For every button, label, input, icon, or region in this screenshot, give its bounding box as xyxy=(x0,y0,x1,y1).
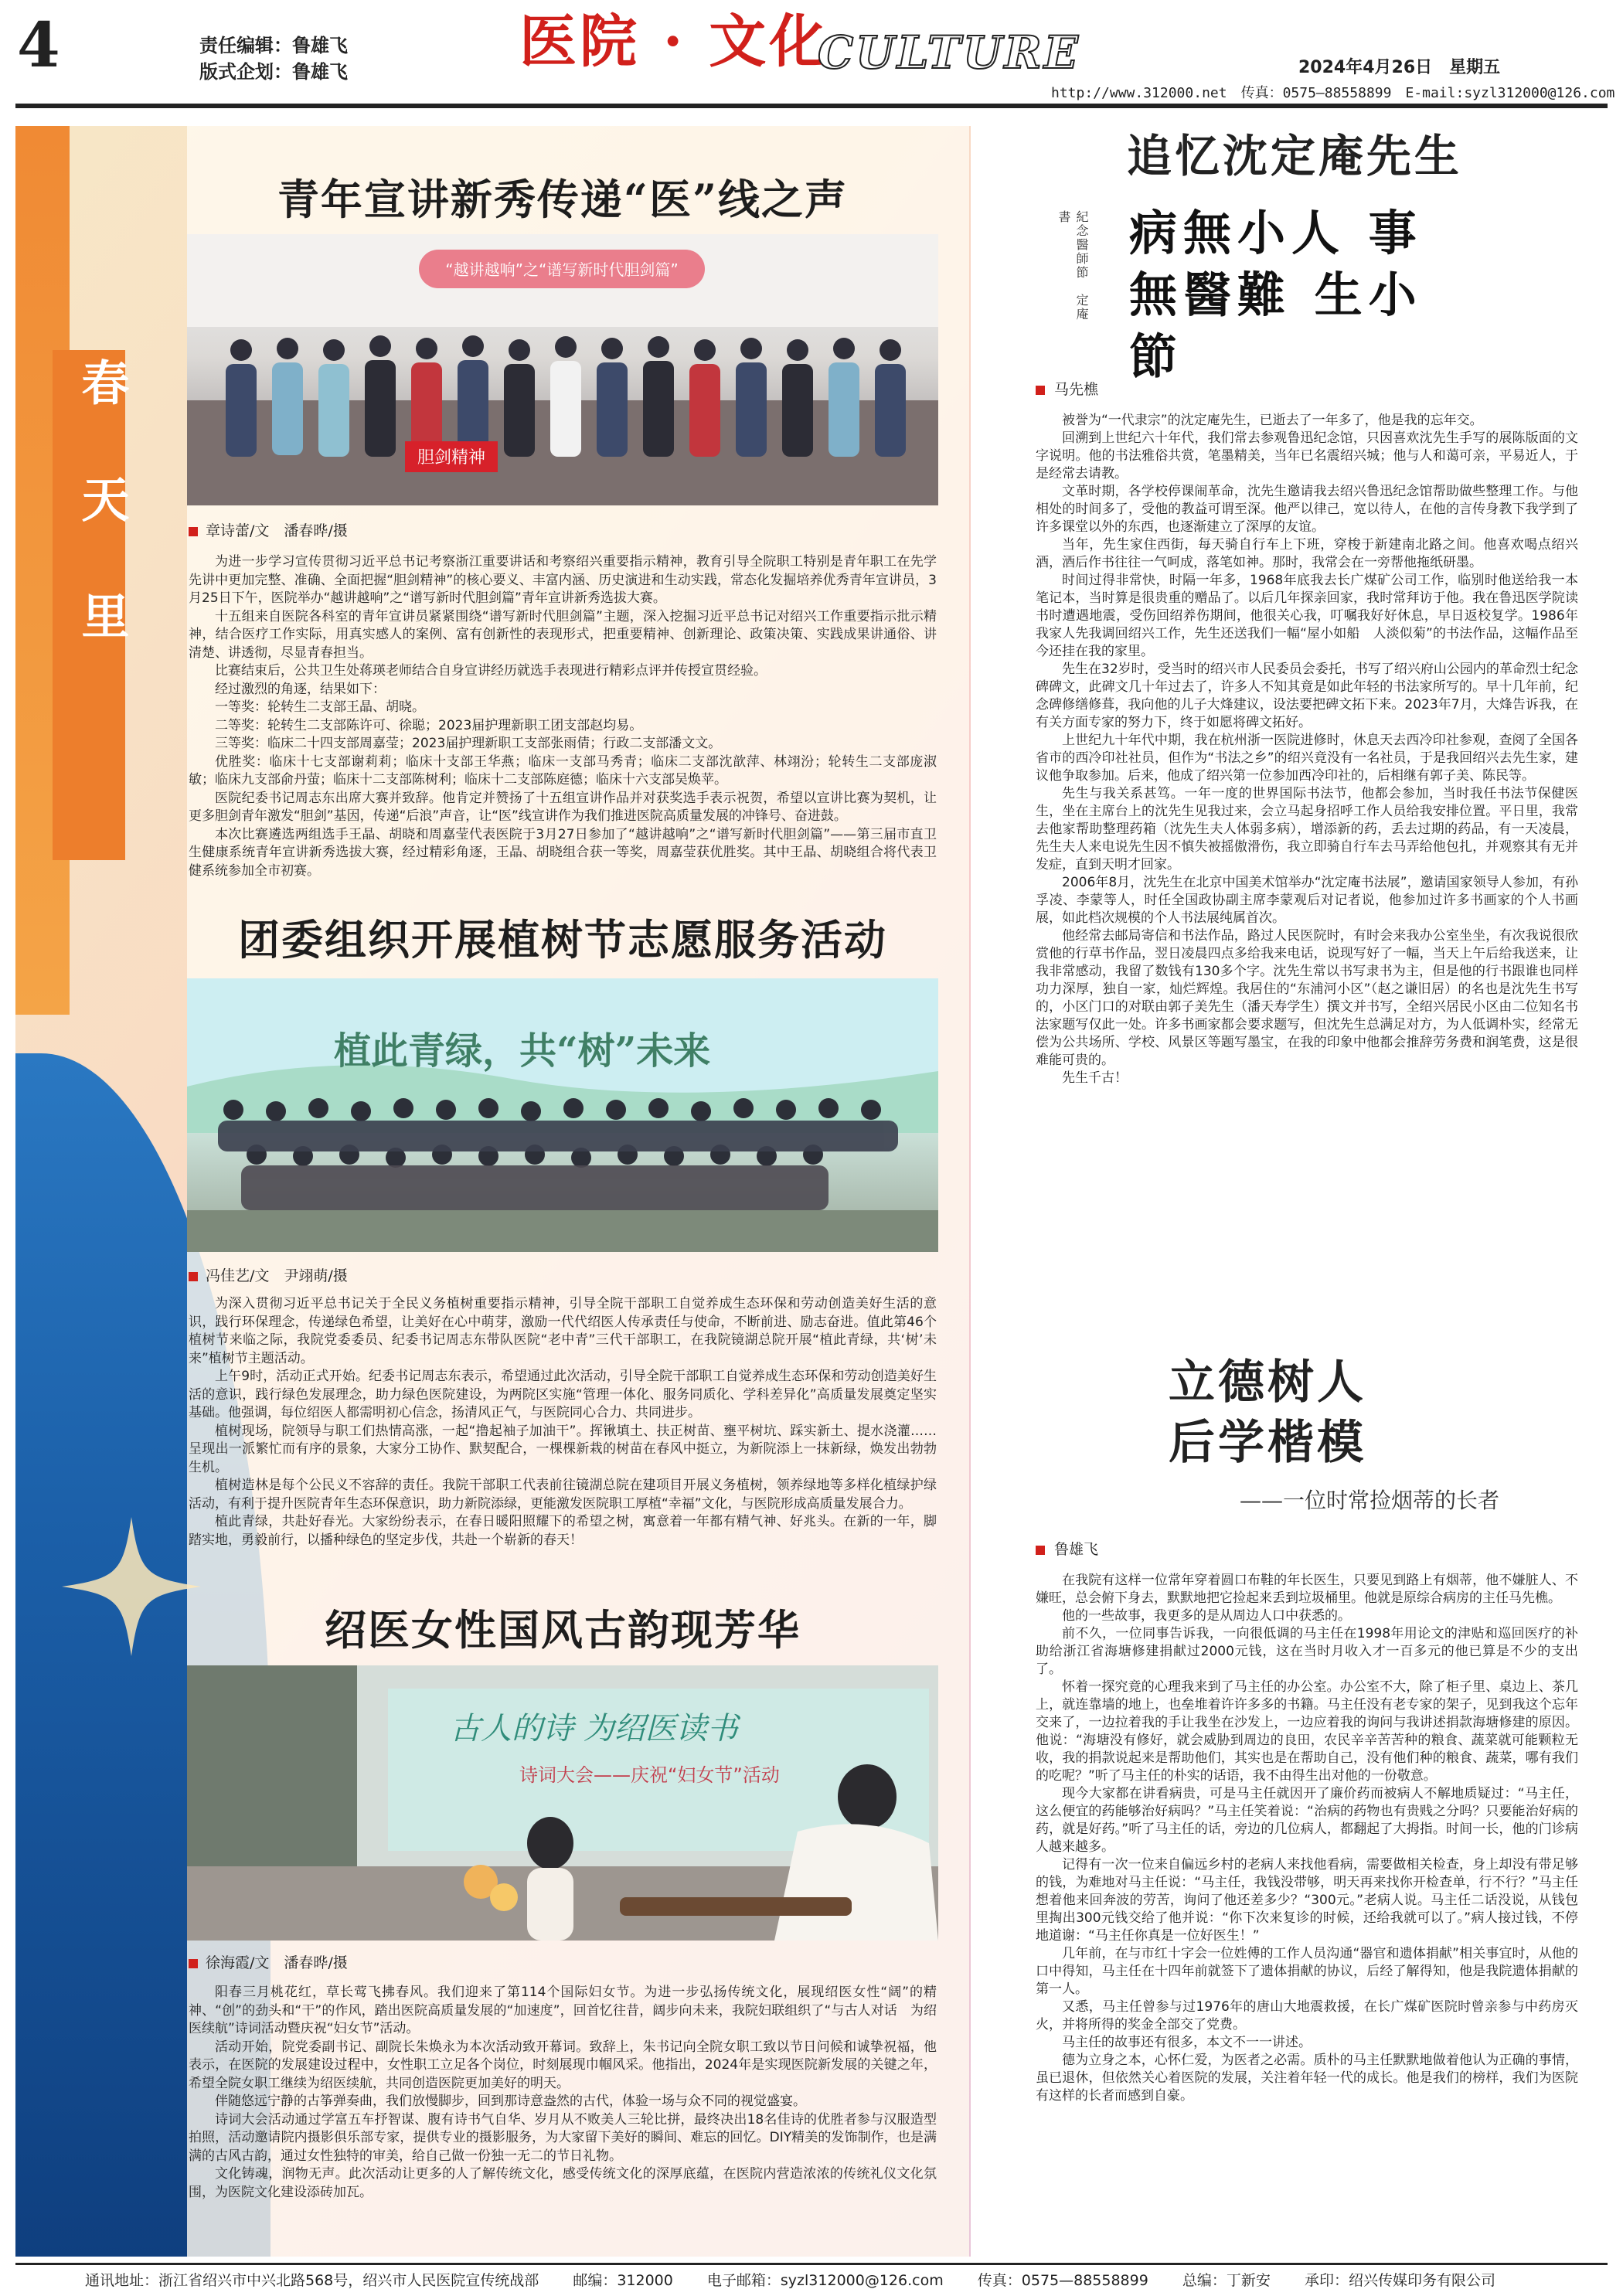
paragraph: 活动开始，院党委副书记、副院长朱焕永为本次活动致开幕词。致辞上，朱书记向全院女职工致以节日问候和诚挚祝福，他表示，在医院的发展建设过程中，女性职工立足各个岗位，时刻展现巾帼风采。他指出，2024年是实现医院新发展的关键之年，希望全院女职工继续为绍医续航，共同创造医院更加美好的明天。 xyxy=(189,2039,937,2091)
article3-body xyxy=(189,1984,937,2202)
right-article1-title: 追忆沈定庵先生 xyxy=(1126,130,1462,182)
paragraph: 先生在32岁时，受当时的绍兴市人民委员会委托，书写了绍兴府山公园内的革命烈士纪念碑碑文，此碑文几十年过去了，许多人不知其竟是如此年轻的书法家所写的。早十几年前，纪念碑修缮修葺，我向他的儿子大烽建议，设法要把碑文拓下来。2023年7月，大烽告诉我，在有关方面专家的努力下，终于如愿将碑文拓好。 xyxy=(1036,662,1578,730)
paragraph: 十五组来自医院各科室的青年宣讲员紧紧围绕“谱写新时代胆剑篇”主题，深入挖掘习近平总书记对绍兴工作重要指示批示精神，结合医疗工作实际，用真实感人的案例、富有创新性的表现形式，把重要精神、创新理论、政策决策、实践成果讲通俗、讲清楚、讲透彻，尽显青春担当。 xyxy=(189,608,937,661)
right-article2-title-line1: 立德树人 xyxy=(1169,1355,1366,1410)
article1-photo xyxy=(187,234,938,505)
section-title-english: CULTURE xyxy=(818,26,1080,79)
paragraph: 文革时期，各学校停课闹革命，沈先生邀请我去绍兴鲁迅纪念馆帮助做些整理工作。与他相处的时间多了，受他的教益可谓至深。他严以律己，宽以待人，在他的言传身教下我学到了许多课堂以外的东西，也逐渐建立了深厚的友谊。 xyxy=(1036,484,1578,535)
layout-planner: 版式企划：鲁雄飞 xyxy=(199,61,348,83)
footer-rule xyxy=(15,2263,1608,2265)
paragraph: 为进一步学习宣传贯彻习近平总书记考察浙江重要讲话和考察绍兴重要指示精神，教育引导全院职工特别是青年职工在先学先讲中更加完整、准确、全面把握“胆剑精神”的核心要义、丰富内涵、历史演进和生动实践，常态化发掘培养优秀青年宣讲员，3月25日下午，医院举办“越讲越响”之“谱写新时代胆剑篇”青年宣讲新秀选拔大赛。 xyxy=(189,554,937,606)
right-article2-author: 鲁雄飞 xyxy=(1054,1541,1099,1558)
vertical-label xyxy=(53,358,130,645)
paragraph: 植此青绿，共赴好春光。大家纷纷表示，在春日暖阳照耀下的希望之树，寓意着一年都有精气神、好兆头。在新的一年，脚踏实地，勇毅前行，以播种绿色的坚定步伐，共赴一个崭新的春天！ xyxy=(189,1514,937,1548)
right-article2-title xyxy=(1067,1352,1468,1473)
paragraph: 医院纪委书记周志东出席大赛并致辞。他肯定并赞扬了十五组宣讲作品并对获奖选手表示祝贺，希望以宣讲比赛为契机，让更多胆剑青年激发“胆剑”基因，传递“后浪”声音，让“医”线宣讲作为我们推进医院高质量发展的冲锋号、奋进鼓。 xyxy=(189,790,937,824)
byline-square-icon xyxy=(189,1959,198,1968)
paragraph: 为深入贯彻习近平总书记关于全民义务植树重要指示精神，引导全院干部职工自觉养成生态环保和劳动创造美好生活的意识，践行环保理念，传递绿色希望，让美好在心中萌芽，激励一代代绍医人传承责任与使命，不断前进、励志奋进。值此第46个植树节来临之际，我院党委委员、纪委书记周志东带队医院“老中青”三代干部职工，在我院镜湖总院开展“植此青绿，共‘树’未来”植树节主题活动。 xyxy=(189,1296,937,1366)
article3-title: 绍医女性国风古韵现芳华 xyxy=(325,1605,801,1655)
article3-byline xyxy=(189,1951,348,1972)
paragraph: 回溯到上世纪六十年代，我们常去参观鲁迅纪念馆，只因喜欢沈先生手写的展陈版面的文字说明。他的书法雅俗共赏，笔墨精美，当年已名震绍兴城；他与人和蔼可亲，平易近人，于是经常去请教。 xyxy=(1036,430,1578,481)
page-number: 4 xyxy=(17,9,60,81)
paragraph: 优胜奖：临床十七支部谢莉莉；临床十支部王华燕；临床一支部马秀青；临床二支部沈歆萍、林翊汾；轮转生二支部庞淑敏；临床九支部俞丹萤；临床十二支部陈树利；临床十二支部陈庭德；临床十六支部吴焕苹。 xyxy=(189,753,937,787)
article2-byline-text: 冯佳艺/文 尹翊萌/摄 xyxy=(206,1267,348,1284)
calligraphy-artwork xyxy=(1055,202,1457,385)
paragraph: 德为立身之本，心怀仁爱，为医者之必需。质朴的马主任默默地做着他认为正确的事情，虽已退休，但依然关心着医院的发展，关注着年轻一代的成长。他是我们的榜样，我们为医院有这样的长者而感到自豪。 xyxy=(1036,2053,1578,2104)
right-article2-title-line2: 后学楷模 xyxy=(1169,1416,1366,1470)
footer-email: 电子邮箱：syzl312000@126.com xyxy=(706,2272,944,2289)
editor-credits xyxy=(199,32,348,85)
paragraph: 现今大家都在讲看病贵，可是马主任就因开了廉价药而被病人不解地质疑过：“马主任，这么便宜的药能够治好病吗？”马主任笑着说：“治病的药物也有贵贱之分吗？只要能治好病的药，就是好药。”听了马主任的话，旁边的几位病人，都翻起了大拇指。时间一长，他的门诊病人越来越多。 xyxy=(1036,1786,1578,1855)
byline-square-icon xyxy=(1036,386,1045,395)
paragraph: 当年，先生家住西街，每天骑自行车上下班，穿梭于新建南北路之间。他喜欢喝点绍兴酒，酒后作书往往一气呵成，落笔如神。那时，我常会在一旁帮他拖纸研墨。 xyxy=(1036,537,1578,570)
paragraph: 被誉为“一代隶宗”的沈定庵先生，已逝去了一年多了，他是我的忘年交。 xyxy=(1062,413,1483,428)
header-rule xyxy=(15,104,1608,108)
paragraph: 比赛结束后，公共卫生处蒋瑛老师结合自身宣讲经历就选手表现进行精彩点评并传授宣贯经验。 xyxy=(215,663,767,679)
paragraph: 他经常去邮局寄信和书法作品，路过人民医院时，有时会来我办公室坐坐，有次我说很欣赏他的行草书作品，翌日凌晨四点多给我来电话，说现写好了一幅，当天上午后给我送来，让我非常感动，我留了数钱有130多个字。沈先生常以书写隶书为主，但是他的行书跟谁也同样功力深厚，独自一家，灿烂辉煌。我居住的“东浦河小区”（赵之谦旧居）的名也是沈先生书写的，小区门口的对联由郭子美先生（潘天寿学生）撰文并书写，全绍兴居民小区由二位知名书法家题写仅此一处。许多书画家都会要求题写，但沈先生总满足对方，为人低调朴实，经常无偿为公共场所、学校、风景区等题写墨宝，在我的印象中他都会推辞劳务费和润笔费，这是很难能可贵的。 xyxy=(1036,928,1578,1068)
article3-byline-text: 徐海霞/文 潘春晔/摄 xyxy=(206,1954,348,1971)
byline-square-icon xyxy=(189,527,198,536)
paragraph: 一等奖：轮转生二支部王晶、胡晓。 xyxy=(215,699,425,715)
right-article1-author: 马先樵 xyxy=(1054,381,1099,398)
byline-square-icon xyxy=(1036,1546,1045,1555)
footer-printer: 承印：绍兴传媒印务有限公司 xyxy=(1304,2272,1495,2289)
calligraphy-inscription: 紀念醫師節 定庵書 xyxy=(1056,210,1089,321)
footer-editor-in-chief: 总编：丁新安 xyxy=(1182,2272,1271,2289)
footer-postcode: 邮编：312000 xyxy=(573,2272,673,2289)
paragraph: 他的一些故事，我更多的是从周边人口中获悉的。 xyxy=(1062,1608,1351,1624)
tree-planting-photo-illustration xyxy=(187,978,938,1252)
right-article2-subtitle: ——一位时常捡烟蒂的长者 xyxy=(1239,1488,1499,1513)
paragraph: 先生与我关系甚笃。一年一度的世界国际书法节，他都会参加，当时我任书法节保健医生，坐在主席台上的沈先生见我过来，会立马起身招呼工作人员给我安排位置。平日里，我常去他家帮助整理药箱（沈先生夫人体弱多病），增添新的药，丢去过期的药品，有一天凌晨，先生夫人来电说先生因不慎失被摇傲滑伤，我立即骑自行车去马弄给他包扎，并观察其有无并发症，直到天明才回家。 xyxy=(1036,786,1578,872)
paragraph: 伴随悠远宁静的古筝弹奏曲，我们放慢脚步，回到那诗意盎然的古代，体验一场与众不同的视觉盛宴。 xyxy=(215,2094,806,2109)
paragraph: 2006年8月，沈先生在北京中国美术馆举办“沈定庵书法展”，邀请国家领导人参加，有孙孚凌、李蒙等人，时任全国政协副主席李蒙观后对记者说，他参加过许多书画家的个人书画展，如此档次规模的个人书法展纯属首次。 xyxy=(1036,875,1578,926)
paragraph: 三等奖：临床二十四支部周嘉莹；2023届护理新职工支部张雨倩；行政二支部潘文文。 xyxy=(215,736,722,751)
article1-byline xyxy=(189,519,348,540)
paragraph: 本次比赛遴选两组选手王晶、胡晓和周嘉莹代表医院于3月27日参加了“越讲越响”之“谱写新时代胆剑篇”——第三届市直卫生健康系统青年宣讲新秀选拔大赛，经过精彩角逐，王晶、胡晓组合获一等奖，周嘉莹获优胜奖。其中王晶、胡晓组合将代表卫健系统参加全市初赛。 xyxy=(189,826,937,879)
paragraph: 植树造林是每个公民义不容辞的责任。我院干部职工代表前往镜湖总院在建项目开展义务植树，领养绿地等多样化植绿护绿活动，有利于提升医院青年生态环保意识，助力新院添绿，更能激发医院职工厚植“幸福”文化，与医院形成高质量发展合力。 xyxy=(189,1478,937,1512)
guofeng-event-photo-illustration xyxy=(187,1665,938,1941)
paragraph: 经过激烈的角逐，结果如下： xyxy=(215,681,386,697)
header-contacts: http://www.312000.net 传真：0575—88558899 E-mail:syzl312000@126.com xyxy=(1051,85,1615,101)
right-article1-byline xyxy=(1036,378,1098,399)
vertical-label-text: 春 天 里 xyxy=(73,358,130,645)
paragraph: 马主任的故事还有很多，本文不一一讲述。 xyxy=(1062,2035,1312,2050)
article2-photo xyxy=(187,978,938,1252)
article2-title: 团委组织开展植树节志愿服务活动 xyxy=(238,915,887,964)
paragraph: 前不久，一位同事告诉我，一向很低调的马主任在1998年用论文的津贴和巡回医疗的补助给浙江省海塘修建捐献过2000元钱，这在当时月收入才一百多元的他已算是不少的支出了。 xyxy=(1036,1626,1578,1677)
article2-byline xyxy=(189,1264,348,1285)
photo-banner-text: 植此青绿，共“树”未来 xyxy=(334,1029,711,1073)
paragraph: 二等奖：轮转生二支部陈许可、徐聪；2023届护理新职工团支部赵均易。 xyxy=(215,717,643,733)
right-article1-body xyxy=(1036,412,1578,1087)
paragraph: 植树现场，院领导与职工们热情高涨，一起“撸起袖子加油干”。挥锹填土、扶正树苗、壅平树坑、踩实新土、提水浇灌……呈现出一派繁忙而有序的景象，大家分工协作、默契配合，一棵棵新栽的树苗在春风中挺立，为新院添上一抹新绿，焕发出勃勃生机。 xyxy=(189,1423,937,1475)
paragraph: 在我院有这样一位常年穿着圆口布鞋的年长医生，只要见到路上有烟蒂，他不嫌脏人、不嫌旺，总会俯下身去，默默地把它捡起来丢到垃圾桶里。他就是原综合病房的主任马先樵。 xyxy=(1036,1573,1578,1606)
section-title: 医院 · 文化 xyxy=(519,9,830,75)
paragraph: 先生千古！ xyxy=(1062,1070,1128,1086)
right-article2-byline xyxy=(1036,1538,1098,1559)
photo-banner-text: 古人的诗 为绍医读书 xyxy=(450,1711,738,1747)
paragraph: 几年前，在与市红十字会一位姓傅的工作人员沟通“器官和遗体捐献”相关事宜时，从他的口中得知，马主任在十四年前就签下了遗体捐献的协议，后经了解得知，他是我院遗体捐献的第一人。 xyxy=(1036,1946,1578,1997)
article2-body xyxy=(189,1295,937,1549)
photo-banner-subtext: 诗词大会——庆祝“妇女节”活动 xyxy=(519,1764,780,1786)
right-article2-body xyxy=(1036,1572,1578,2105)
issue-date: 2024年4月26日 星期五 xyxy=(1298,58,1501,77)
calligraphy-main-characters: 病無小人 事無醫難 生小節 xyxy=(1129,205,1423,385)
responsible-editor: 责任编辑：鲁雄飞 xyxy=(199,35,348,56)
article1-byline-text: 章诗蕾/文 潘春晔/摄 xyxy=(206,522,348,539)
paragraph: 怀着一探究竟的心理我来到了马主任的办公室。办公室不大，除了柜子里、桌边上、茶几上，就连靠墙的地上，也垒堆着许许多多的书籍。马主任没有老专家的架子，见到我这个忘年交来了，一边拉着我的手让我坐在沙发上，一边应着我的询问与我讲述捐款海塘修建的原因。他说：“海塘没有修好，就会威胁到周边的良田，农民辛辛苦苦种的粮食、蔬菜就可能颗粒无收，我的捐款说起来是帮助他们，其实也是在帮助自己，没有他们种的粮食、蔬菜，哪有我们的吃呢？”听了马主任的朴实的话语，我不由得生出对他的一份敬意。 xyxy=(1036,1679,1578,1784)
paragraph: 记得有一次一位来自偏远乡村的老病人来找他看病，需要做相关检查，身上却没有带足够的钱，为难地对马主任说：“马主任，我钱没带够，明天再来找你开检查单，行不行？”马主任想着他来回奔波的劳苦，询问了他还差多少？“300元。”老病人说。马主任二话没说，从钱包里掏出300元钱交给了他并说：“你下次来复诊的时候，还给我就可以了。”病人接过钱，不停地道谢：“马主任你真是一位好医生！” xyxy=(1036,1857,1578,1944)
paragraph: 文化铸魂，润物无声。此次活动让更多的人了解传统文化，感受传统文化的深厚底蕴，在医院内营造浓浓的传统礼仪文化氛围，为医院文化建设添砖加瓦。 xyxy=(189,2166,937,2200)
photo-banner-text: “越讲越响”之“谱写新时代胆剑篇” xyxy=(445,260,679,279)
group-photo-illustration xyxy=(187,234,938,505)
paragraph: 又悉，马主任曾参与过1976年的唐山大地震救援，在长广煤矿医院时曾亲参与中药房灭火，并将所得的奖金全部交了党费。 xyxy=(1036,1999,1578,2032)
paragraph: 上世纪九十年代中期，我在杭州浙一医院进修时，休息天去西冷印社参观，查阅了全国各省市的西冷印社社员，但作为“书法之乡”的绍兴竟没有一名社员，于是我回绍兴去先生家，建议他争取参加。后来，他成了绍兴第一位参加西冷印社的，后相继有郭子美、陈民等。 xyxy=(1036,733,1578,784)
byline-square-icon xyxy=(189,1272,198,1281)
footer-address: 通讯地址：浙江省绍兴市中兴北路568号，绍兴市人民医院宣传统战部 xyxy=(85,2272,539,2289)
footer-fax: 传真：0575—88558899 xyxy=(977,2272,1148,2289)
footer xyxy=(85,2269,1525,2290)
photo-sign-text: 胆剑精神 xyxy=(417,448,486,468)
article1-body xyxy=(189,553,937,880)
article1-title: 青年宣讲新秀传递“医”线之声 xyxy=(277,175,849,224)
paragraph: 上午9时，活动正式开始。纪委书记周志东表示，希望通过此次活动，引导全院干部职工自觉养成生态环保和劳动创造美好生活的意识，践行绿色发展理念，助力绿色医院建设，为两院区实施“管理一体化、服务同质化、学科差异化”高质量发展奠定坚实基础。他强调，每位绍医人都需明初心信念，扬清风正气，与医院同心合力、共同进步。 xyxy=(189,1369,937,1420)
paragraph: 阳春三月桃花红，草长莺飞拂春风。我们迎来了第114个国际妇女节。为进一步弘扬传统文化，展现绍医女性“阔”的精神、“创”的劲头和“干”的作风，踏出医院高质量发展的“加速度”，回首忆往昔，阔步向未来，我院妇联组织了“与古人对话 为绍医续航”诗词活动暨庆祝“妇女节”活动。 xyxy=(189,1985,937,2036)
paragraph: 时间过得非常快，时隔一年多，1968年底我去长广煤矿公司工作，临别时他送给我一本笔记本，当时算是很贵重的赠品了。以后几年探亲回家，我时常拜访于他。我在鲁迅医学院读书时遭遇地震，受伤回绍养伤期间，他很关心我，叮嘱我好好休息，早日返校复学。1986年我家人先我调回绍兴工作，先生还送我们一幅“屋小如船 人淡似菊”的书法作品，这幅作品至今还挂在我的家里。 xyxy=(1036,573,1578,659)
article3-photo xyxy=(187,1665,938,1941)
paragraph: 诗词大会活动通过学富五车抒智谋、腹有诗书气自华、岁月从不败美人三轮比拼，最终决出18名佳诗的优胜者参与汉服造型拍照，活动邀请院内摄影俱乐部专家，提供专业的摄影服务，为大家留下美好的瞬间、难忘的回忆。DIY精美的发饰制作，也是满满的古风古韵，通过女性独特的审美，给自己做一份独一无二的节日礼物。 xyxy=(189,2111,937,2164)
